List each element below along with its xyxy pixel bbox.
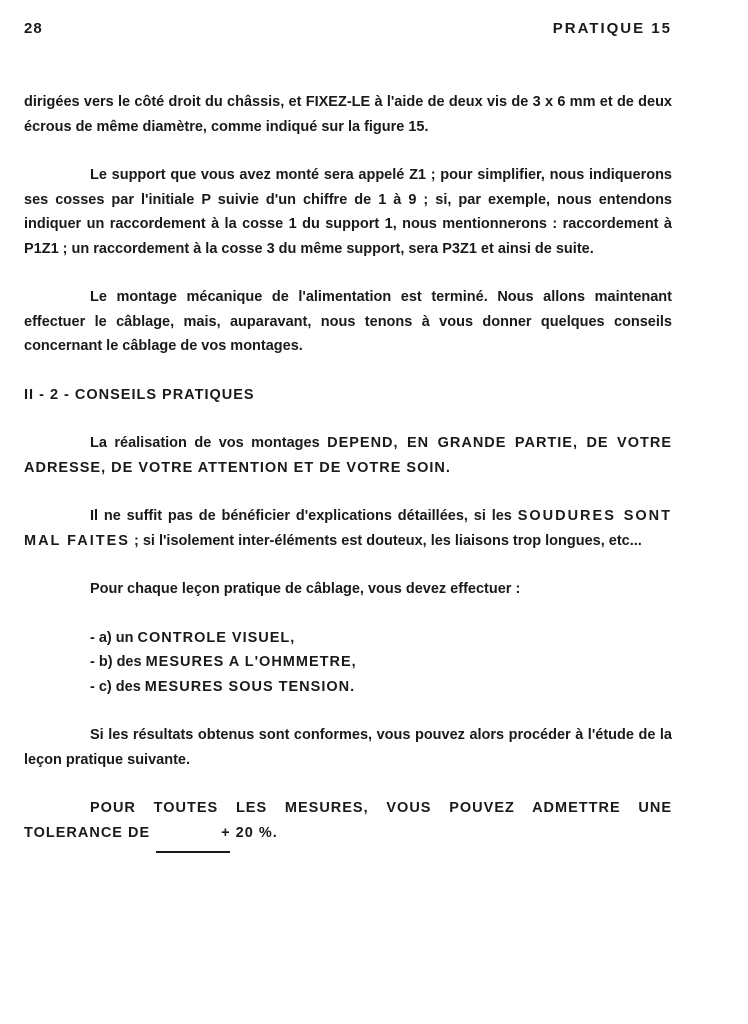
tolerance-value: 20 %. xyxy=(230,824,278,841)
paragraph-results: Si les résultats obtenus sont conformes, vous pouvez alors procéder à l'étude de la leçon pratique suivante. xyxy=(24,727,672,768)
paragraph-soldering-emphasis: SOUDURES SONT MAL FAITES xyxy=(24,508,672,549)
check-prefix: - c) des xyxy=(90,678,145,695)
paragraph-mechanical-done: Le montage mécanique de l'alimentation est terminé. Nous allons maintenant effectuer le câblage, mais, auparavant, nous tenons à vous donner quelques conseils concernant le câblage de vos montages. xyxy=(24,289,672,354)
check-prefix: - a) un xyxy=(90,629,138,646)
check-label: CONTROLE VISUEL, xyxy=(137,629,296,646)
paragraph-tolerance xyxy=(24,796,672,845)
check-item-visual xyxy=(90,626,672,651)
checks-list xyxy=(90,626,672,700)
check-item-voltage xyxy=(90,675,672,700)
check-prefix: - b) des xyxy=(90,654,146,670)
paragraph-soldering xyxy=(24,504,672,553)
page-header xyxy=(24,20,672,42)
paragraph-soldering-lead: Il ne suffit pas de bénéficier d'explications détaillées, si les xyxy=(90,508,518,524)
section-heading: II - 2 - CONSEILS PRATIQUES xyxy=(24,386,255,403)
checks-intro: Pour chaque leçon pratique de câblage, vous devez effectuer : xyxy=(90,581,521,597)
paragraph-support-naming: Le support que vous avez monté sera appelé Z1 ; pour simplifier, nous indiquerons ses cosses par l'initiale P suivie d'un chiffre de 1 à 9 ; si, par exemple, nous entendons indiquer un raccordement à la cosse 1 du support 1, nous mentionnerons : raccordement à P1Z1 ; un raccordement à la cosse 3 du même support, sera P3Z1 et ainsi de suite. xyxy=(24,167,672,257)
body-text xyxy=(24,90,672,869)
paragraph-soldering-tail: ; si l'isolement inter-éléments est douteux, les liaisons trop longues, etc... xyxy=(129,532,642,549)
check-item-ohmmeter xyxy=(90,650,672,675)
paragraph-fixing-instructions: dirigées vers le côté droit du châssis, et FIXEZ-LE à l'aide de deux vis de 3 x 6 mm et de deux écrous de même diamètre, comme indiqué sur la figure 15. xyxy=(24,94,672,135)
tolerance-lead: POUR TOUTES LES MESURES, VOUS POUVEZ ADMETTRE UNE TOLERANCE DE xyxy=(24,800,672,841)
page-number: 28 xyxy=(24,20,43,37)
check-label: MESURES SOUS TENSION. xyxy=(144,678,356,695)
paragraph-realisation xyxy=(24,431,672,480)
paragraph-realisation-emphasis: DEPEND, EN GRANDE PARTIE, DE VOTRE ADRESSE, DE VOTRE ATTENTION ET DE VOTRE SOIN. xyxy=(24,435,672,476)
check-label: MESURES A L'OHMMETRE, xyxy=(145,654,357,670)
running-title: PRATIQUE 15 xyxy=(552,20,672,37)
paragraph-realisation-lead: La réalisation de vos montages xyxy=(90,435,328,451)
plus-minus-sign: + xyxy=(155,821,230,846)
